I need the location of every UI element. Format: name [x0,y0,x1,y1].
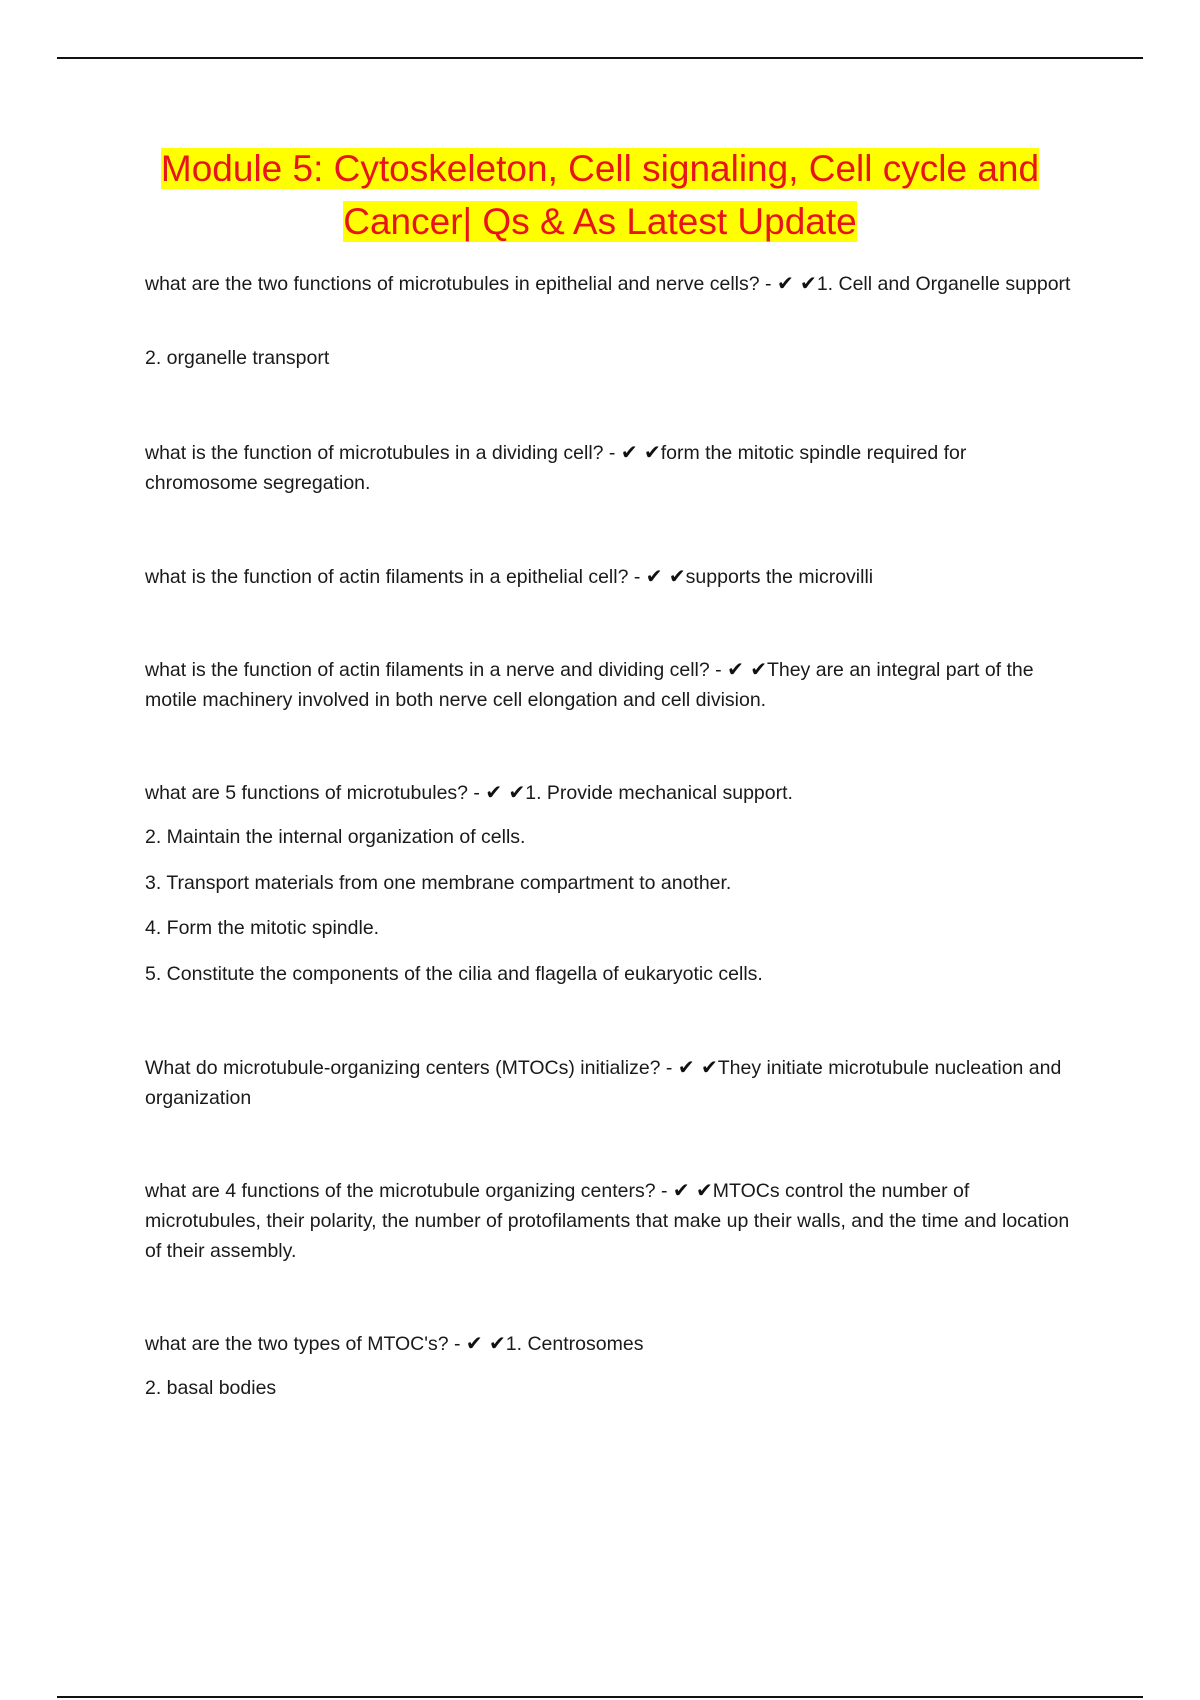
check-icon: ✔ ✔ [645,564,686,588]
question-text: what are 4 functions of the microtubule organizing centers? - [145,1180,668,1202]
document-title [100,142,1100,248]
qa-item-6 [145,1052,1075,1113]
header-rule [57,57,1143,59]
question-text: what are 5 functions of microtubules? - [145,782,480,804]
question-text: what are the two types of MTOC's? - [145,1333,461,1355]
answer-text: supports the microvilli [685,566,874,588]
answer-text: 1. Centrosomes [505,1333,644,1355]
answer-line: 5. Constitute the components of the cilia and flagella of eukaryotic cells. [145,963,763,985]
qa-item-3 [145,561,1075,592]
answer-line: 4. Form the mitotic spindle. [145,917,380,939]
title-line-1: Module 5: Cytoskeleton, Cell signaling, Cell cycle and [160,148,1040,189]
answer-line: 2. Maintain the internal organization of cells. [145,826,526,848]
answer-text: 1. Provide mechanical support. [525,782,793,804]
check-icon: ✔ ✔ [485,780,526,804]
answer-text: MTOCs control the number of microtubules, their polarity, the number of protofilaments that make up their walls, and the time and location of their assembly. [145,1180,1070,1262]
footer-rule [57,1696,1143,1698]
check-icon: ✔ ✔ [776,271,817,295]
check-icon: ✔ ✔ [465,1331,506,1355]
answer-text: form the mitotic spindle required for chromosome segregation. [145,442,967,494]
check-icon: ✔ ✔ [727,657,767,681]
question-text: what is the function of actin filaments in a nerve and dividing cell? - [145,659,722,681]
qa-item-7 [145,1175,1075,1266]
answer-text: 1. Cell and Organelle support [816,273,1071,295]
qa-item-1 [145,268,1075,299]
answer-text: They are an integral part of the motile machinery involved in both nerve cell elongation and cell division. [145,659,1034,711]
check-icon: ✔ ✔ [677,1055,718,1079]
question-text: what is the function of microtubules in a dividing cell? - [145,442,616,464]
answer-text: They initiate microtubule nucleation and organization [145,1057,1062,1109]
qa-item-2 [145,437,1075,498]
qa-item-4 [145,654,1075,715]
question-text: What do microtubule-organizing centers (MTOCs) initialize? - [145,1057,673,1079]
qa-item-5 [145,777,1075,808]
qa-item-8 [145,1328,1075,1359]
answer-line: 2. basal bodies [145,1377,277,1399]
check-icon: ✔ ✔ [620,440,661,464]
answer-line: 2. organelle transport [145,347,330,369]
question-text: what is the function of actin filaments in a epithelial cell? - [145,566,641,588]
check-icon: ✔ ✔ [672,1178,713,1202]
answer-line: 3. Transport materials from one membrane compartment to another. [145,872,732,894]
title-line-2: Cancer| Qs & As Latest Update [343,201,857,242]
question-text: what are the two functions of microtubules in epithelial and nerve cells? - [145,273,772,295]
